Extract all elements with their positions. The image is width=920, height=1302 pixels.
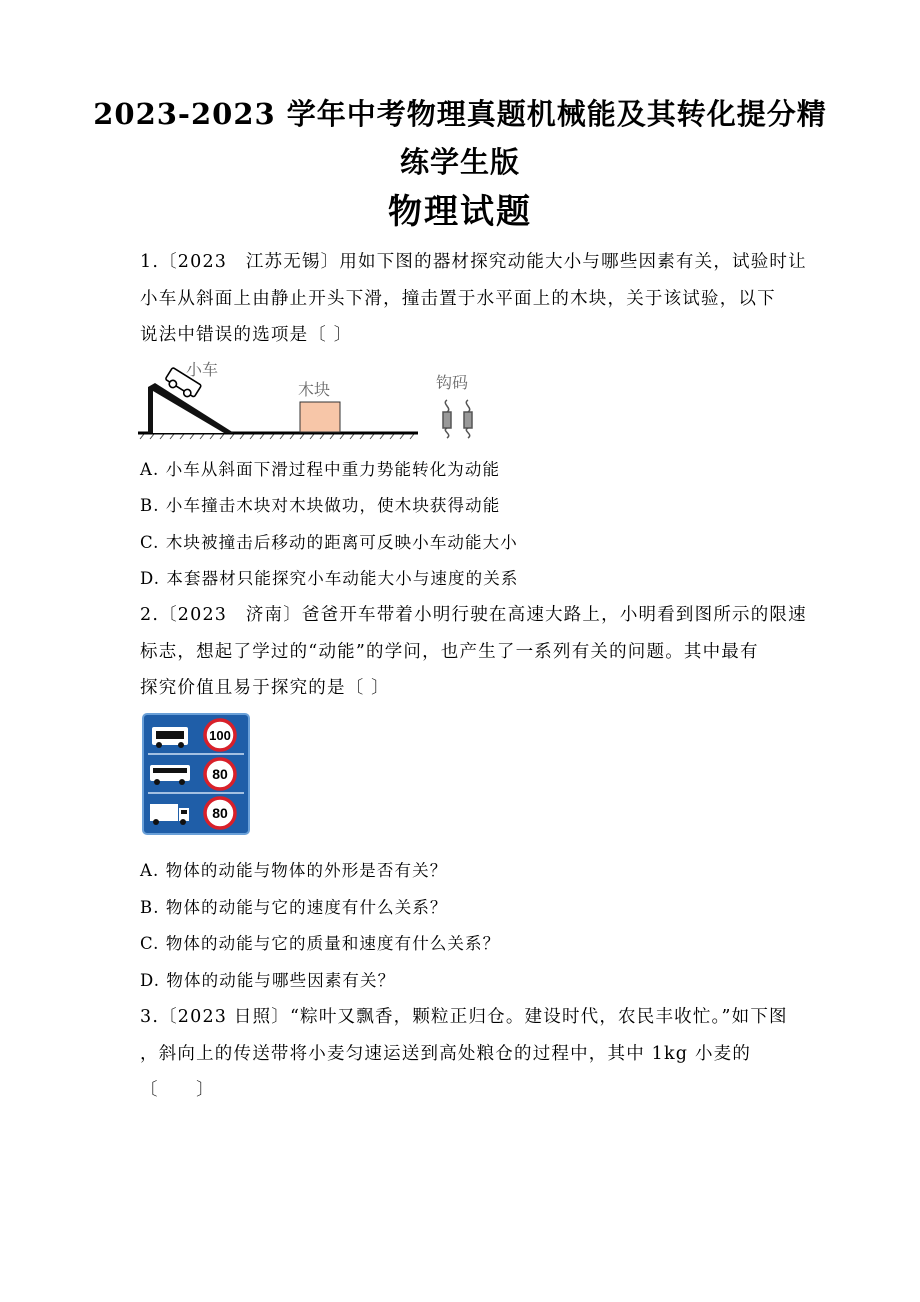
speed-limit-value: 80 [212,805,228,821]
q1-stem-line-2: 小车从斜面上由静止开头下滑，撞击置于水平面上的木块，关于该试验，以下 [140,289,776,309]
q1-option-c: C. 木块被撞击后移动的距离可反映小车动能大小 [140,533,518,552]
car-icon [152,727,188,748]
q2-speed-limit-sign [142,713,250,835]
document-title-line-1: 2023-2023 学年中考物理真题机械能及其转化提分精 [93,97,827,131]
weight-icon [443,400,451,438]
q2-stem-line-1: 2.〔2023 济南〕爸爸开车带着小明行驶在高速大路上，小明看到图所示的限速 [140,605,807,625]
q1-stem-line-1: 1.〔2023 江苏无锡〕用如下图的器材探究动能大小与哪些因素有关，试验时让 [140,252,807,272]
document-subtitle: 物理试题 [388,192,532,232]
wood-block [300,402,340,432]
q1-figure-incline-apparatus [138,355,483,440]
q2-stem-line-3: 探究价值且易于探究的是〔 〕 [140,678,390,698]
q2-option-b: B. 物体的动能与它的速度有什么关系？ [140,898,448,917]
speed-limit-value: 100 [209,728,231,743]
q1-stem-line-3: 说法中错误的选项是〔 〕 [140,325,353,345]
q2-stem-line-2: 标志，想起了学过的“动能”的学问，也产生了一系列有关的问题。其中最有 [140,642,759,662]
q3-stem-line-1: 3.〔2023 日照〕“粽叶又飘香，颗粒正归仓。建设时代，农民丰收忙。”如下图 [140,1007,788,1027]
weight-icon [464,400,472,438]
q1-option-b: B. 小车撞击木块对木块做功，使木块获得动能 [140,496,501,515]
q3-stem-line-3: 〔 〕 [140,1080,215,1100]
q2-option-c: C. 物体的动能与它的质量和速度有什么关系？ [140,934,501,953]
q3-stem-line-2: ，斜向上的传送带将小麦匀速运送到高处粮仓的过程中，其中 1kg 小麦的 [140,1044,752,1064]
car-label: 小车 [186,362,219,379]
q1-option-d: D. 本套器材只能探究小车动能大小与速度的关系 [140,569,519,588]
weights-label: 钩码 [436,375,469,392]
block-label: 木块 [298,382,331,399]
q2-option-d: D. 物体的动能与哪些因素有关？ [140,971,396,990]
q1-option-a: A. 小车从斜面下滑过程中重力势能转化为动能 [140,460,501,479]
speed-limit-value: 80 [212,766,228,782]
q2-option-a: A. 物体的动能与物体的外形是否有关？ [140,861,448,880]
ground-hatching [140,434,414,439]
document-title-line-2: 练学生版 [399,145,520,179]
